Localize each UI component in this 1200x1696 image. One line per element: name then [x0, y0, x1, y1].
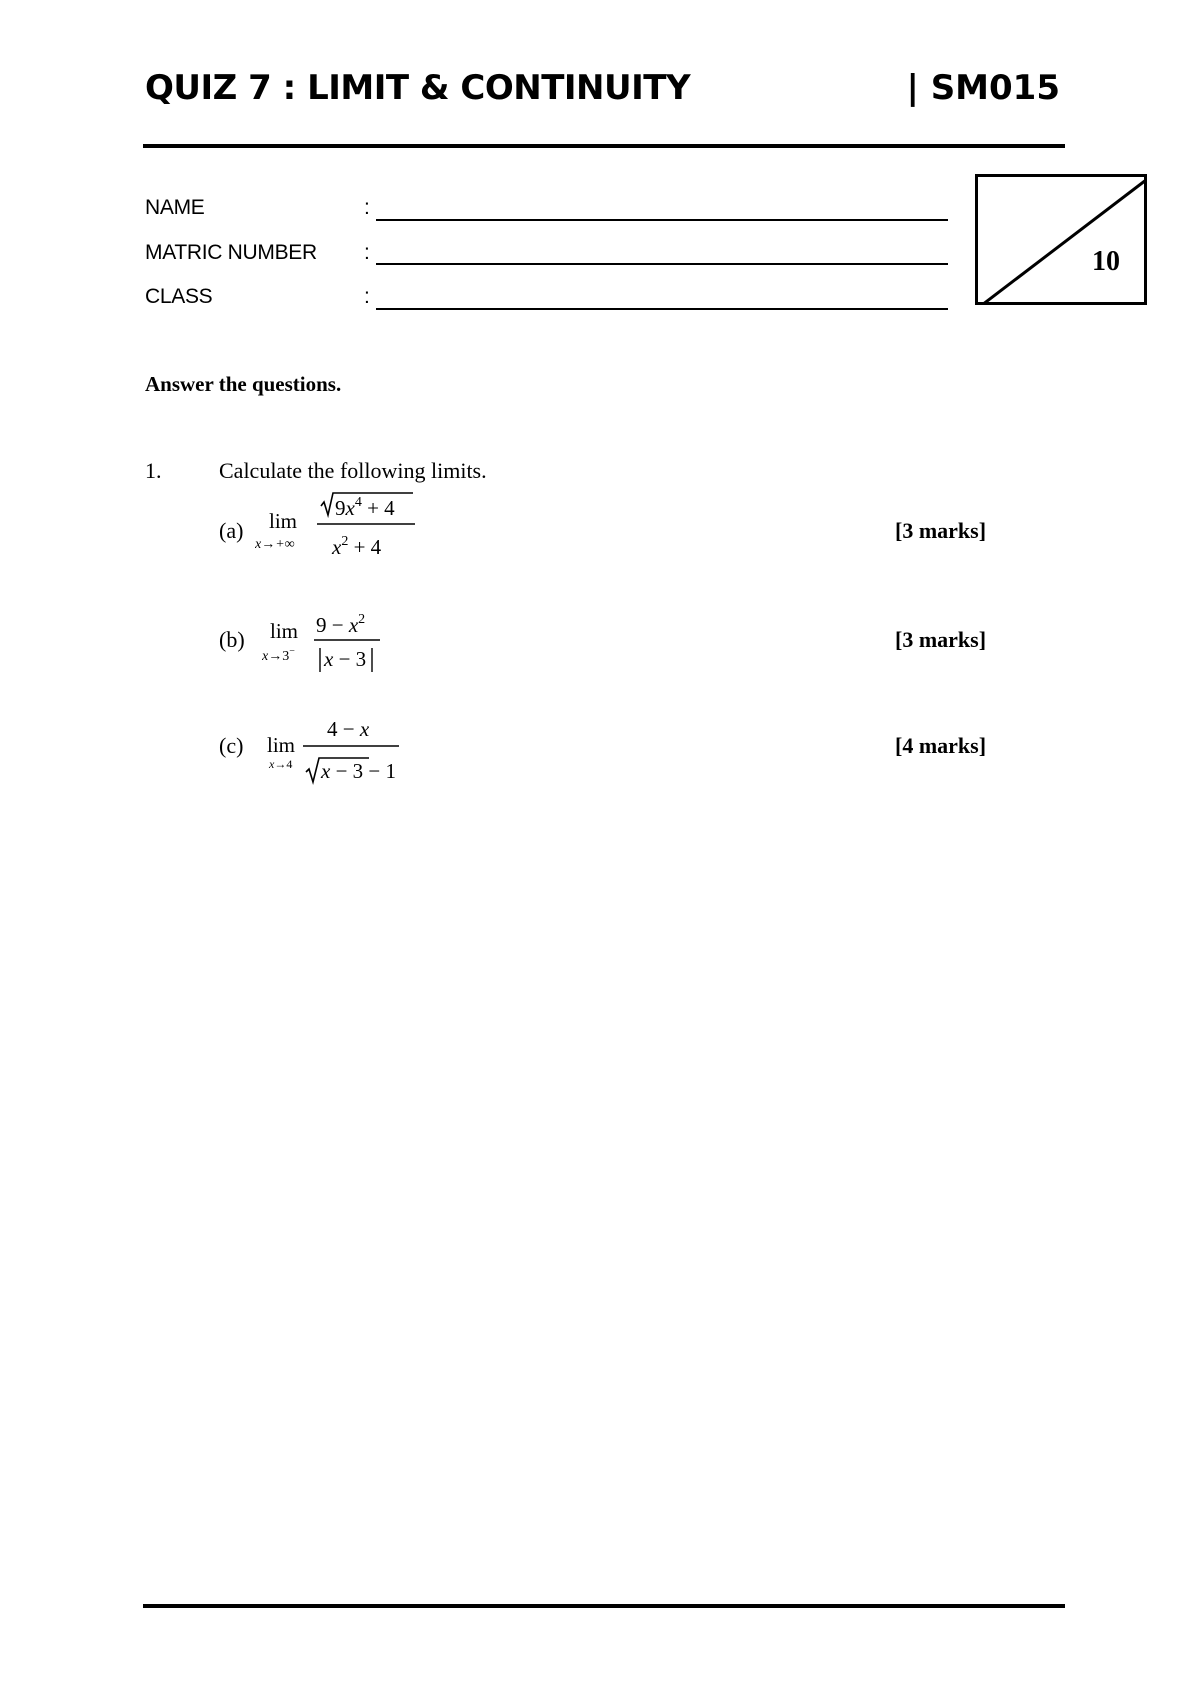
- part-b-formula: [262, 602, 392, 682]
- score-max: 10: [1092, 246, 1120, 277]
- instructions: Answer the questions.: [145, 372, 342, 396]
- part-a-lim: lim: [269, 509, 298, 533]
- quiz-title: QUIZ 7 : LIMIT & CONTINUITY: [145, 68, 691, 108]
- svg-text:9 − x2: $9 - x^2$: [316, 612, 366, 637]
- part-b-sub: x→3−: [262, 646, 295, 664]
- part-c-formula: [265, 712, 405, 790]
- course-code: | SM015: [906, 68, 1060, 108]
- score-box[interactable]: [975, 174, 1147, 305]
- question-number: 1.: [145, 458, 162, 483]
- part-a-label: (a): [219, 518, 244, 543]
- svg-text:x − 3: x − 3: [324, 647, 367, 671]
- question-text: Calculate the following limits.: [219, 458, 487, 483]
- part-b-marks: [3 marks]: [895, 627, 987, 652]
- svg-text:x2 + 4: $x^2 + 4$: [332, 534, 382, 559]
- part-a-expression: [255, 490, 425, 570]
- part-c-marks: [4 marks]: [895, 733, 987, 758]
- part-b-lim: lim: [270, 619, 299, 643]
- part-c-lim: lim: [267, 733, 296, 757]
- footer-divider: [143, 1604, 1065, 1608]
- header-divider: [143, 144, 1065, 148]
- part-c-label: (c): [219, 733, 244, 758]
- svg-text:9x4 + 4: $9x^4 + 4$: [335, 495, 395, 520]
- svg-text:4 − x: 4 − x: [327, 717, 370, 741]
- matric-number-field[interactable]: [376, 263, 948, 265]
- part-a-formula: [255, 490, 425, 570]
- svg-text:x − 3 − 1: x − 3 − 1: [321, 759, 397, 783]
- part-b-label: (b): [219, 627, 245, 652]
- score-diagonal: [978, 177, 1147, 305]
- class-colon: :: [364, 285, 370, 308]
- part-a-sub: x→+∞: [255, 537, 295, 552]
- class-field[interactable]: [376, 308, 948, 310]
- name-colon: :: [364, 196, 370, 219]
- name-field[interactable]: [376, 219, 948, 221]
- name-label: NAME: [145, 196, 205, 219]
- class-label: CLASS: [145, 285, 213, 308]
- part-c-sub: x→4: [269, 757, 293, 771]
- part-b-expression: [262, 602, 392, 682]
- part-a-marks: [3 marks]: [895, 518, 987, 543]
- part-c-expression: [265, 712, 405, 790]
- matric-number-colon: :: [364, 241, 370, 264]
- matric-number-label: MATRIC NUMBER: [145, 241, 317, 264]
